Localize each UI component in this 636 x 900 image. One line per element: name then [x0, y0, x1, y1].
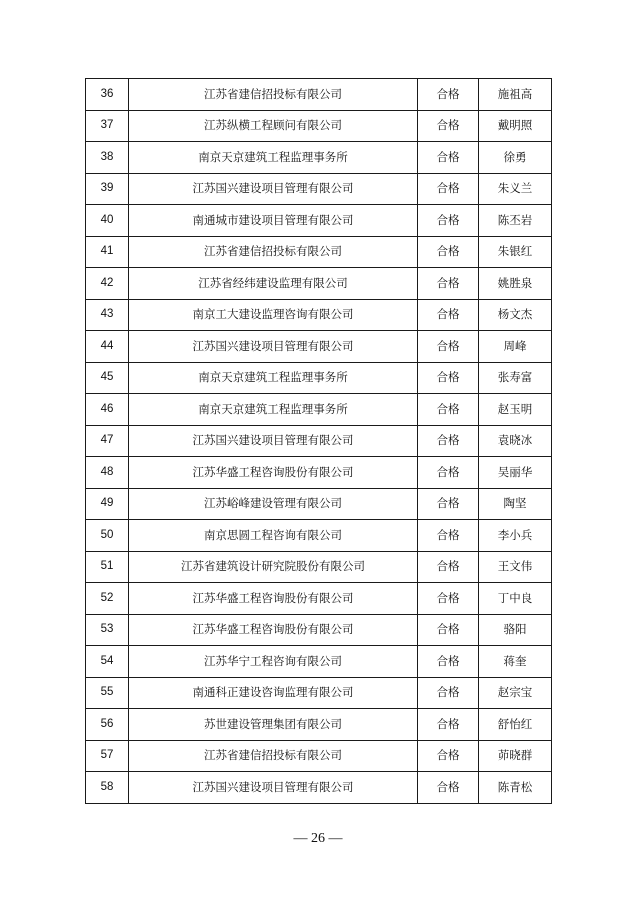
company-cell: 江苏省经纬建设监理有限公司	[129, 268, 418, 300]
row-number-cell: 36	[86, 79, 129, 111]
results-table-body	[86, 79, 552, 804]
table-row	[86, 520, 552, 552]
row-number-cell: 56	[86, 709, 129, 741]
table-row	[86, 142, 552, 174]
row-number-cell: 46	[86, 394, 129, 426]
person-name-cell: 陈丕岩	[479, 205, 552, 237]
person-name-cell: 陈青松	[479, 772, 552, 804]
table-row	[86, 677, 552, 709]
row-number-cell: 41	[86, 236, 129, 268]
person-name-cell: 舒怡红	[479, 709, 552, 741]
row-number-cell: 51	[86, 551, 129, 583]
row-number-cell: 55	[86, 677, 129, 709]
row-number-cell: 43	[86, 299, 129, 331]
row-number-cell: 42	[86, 268, 129, 300]
table-row	[86, 614, 552, 646]
table-row	[86, 331, 552, 363]
row-number-cell: 54	[86, 646, 129, 678]
table-row	[86, 394, 552, 426]
result-cell: 合格	[418, 394, 479, 426]
row-number-cell: 57	[86, 740, 129, 772]
person-name-cell: 张寿富	[479, 362, 552, 394]
row-number-cell: 48	[86, 457, 129, 489]
company-cell: 江苏华盛工程咨询股份有限公司	[129, 583, 418, 615]
table-row	[86, 425, 552, 457]
row-number-cell: 44	[86, 331, 129, 363]
result-cell: 合格	[418, 173, 479, 205]
company-cell: 江苏省建信招投标有限公司	[129, 79, 418, 111]
table-row	[86, 583, 552, 615]
person-name-cell: 朱银红	[479, 236, 552, 268]
company-cell: 江苏省建信招投标有限公司	[129, 740, 418, 772]
result-cell: 合格	[418, 677, 479, 709]
company-cell: 江苏国兴建设项目管理有限公司	[129, 425, 418, 457]
person-name-cell: 赵玉明	[479, 394, 552, 426]
company-cell: 南京天京建筑工程监理事务所	[129, 142, 418, 174]
result-cell: 合格	[418, 236, 479, 268]
table-row	[86, 740, 552, 772]
person-name-cell: 徐勇	[479, 142, 552, 174]
result-cell: 合格	[418, 110, 479, 142]
table-row	[86, 457, 552, 489]
table-row	[86, 110, 552, 142]
row-number-cell: 37	[86, 110, 129, 142]
person-name-cell: 施祖高	[479, 79, 552, 111]
person-name-cell: 吴丽华	[479, 457, 552, 489]
person-name-cell: 周峰	[479, 331, 552, 363]
result-cell: 合格	[418, 425, 479, 457]
company-cell: 江苏纵横工程顾问有限公司	[129, 110, 418, 142]
results-table	[85, 78, 552, 804]
person-name-cell: 姚胜泉	[479, 268, 552, 300]
company-cell: 南通城市建设项目管理有限公司	[129, 205, 418, 237]
company-cell: 南通科正建设咨询监理有限公司	[129, 677, 418, 709]
company-cell: 江苏华盛工程咨询股份有限公司	[129, 457, 418, 489]
company-cell: 江苏省建信招投标有限公司	[129, 236, 418, 268]
person-name-cell: 戴明照	[479, 110, 552, 142]
table-row	[86, 709, 552, 741]
person-name-cell: 茆晓群	[479, 740, 552, 772]
person-name-cell: 丁中良	[479, 583, 552, 615]
person-name-cell: 李小兵	[479, 520, 552, 552]
person-name-cell: 朱义兰	[479, 173, 552, 205]
row-number-cell: 50	[86, 520, 129, 552]
table-row	[86, 79, 552, 111]
result-cell: 合格	[418, 362, 479, 394]
result-cell: 合格	[418, 646, 479, 678]
row-number-cell: 47	[86, 425, 129, 457]
company-cell: 江苏国兴建设项目管理有限公司	[129, 772, 418, 804]
table-row	[86, 173, 552, 205]
result-cell: 合格	[418, 457, 479, 489]
result-cell: 合格	[418, 299, 479, 331]
result-cell: 合格	[418, 614, 479, 646]
row-number-cell: 39	[86, 173, 129, 205]
person-name-cell: 赵宗宝	[479, 677, 552, 709]
table-row	[86, 268, 552, 300]
company-cell: 南京天京建筑工程监理事务所	[129, 362, 418, 394]
person-name-cell: 袁晓冰	[479, 425, 552, 457]
result-cell: 合格	[418, 488, 479, 520]
result-cell: 合格	[418, 709, 479, 741]
row-number-cell: 40	[86, 205, 129, 237]
company-cell: 南京工大建设监理咨询有限公司	[129, 299, 418, 331]
row-number-cell: 38	[86, 142, 129, 174]
result-cell: 合格	[418, 205, 479, 237]
result-cell: 合格	[418, 772, 479, 804]
result-cell: 合格	[418, 268, 479, 300]
company-cell: 苏世建设管理集团有限公司	[129, 709, 418, 741]
page-number: — 26 —	[293, 831, 343, 846]
result-cell: 合格	[418, 520, 479, 552]
result-cell: 合格	[418, 740, 479, 772]
person-name-cell: 陶坚	[479, 488, 552, 520]
company-cell: 江苏峪峰建设管理有限公司	[129, 488, 418, 520]
person-name-cell: 杨文杰	[479, 299, 552, 331]
table-row	[86, 772, 552, 804]
result-cell: 合格	[418, 79, 479, 111]
table-row	[86, 551, 552, 583]
company-cell: 江苏国兴建设项目管理有限公司	[129, 331, 418, 363]
table-row	[86, 488, 552, 520]
table-row	[86, 362, 552, 394]
table-row	[86, 299, 552, 331]
company-cell: 江苏国兴建设项目管理有限公司	[129, 173, 418, 205]
person-name-cell: 蒋奎	[479, 646, 552, 678]
company-cell: 南京天京建筑工程监理事务所	[129, 394, 418, 426]
result-cell: 合格	[418, 331, 479, 363]
row-number-cell: 58	[86, 772, 129, 804]
company-cell: 江苏省建筑设计研究院股份有限公司	[129, 551, 418, 583]
person-name-cell: 骆阳	[479, 614, 552, 646]
result-cell: 合格	[418, 142, 479, 174]
person-name-cell: 王文伟	[479, 551, 552, 583]
row-number-cell: 52	[86, 583, 129, 615]
table-row	[86, 646, 552, 678]
company-cell: 江苏华宁工程咨询有限公司	[129, 646, 418, 678]
result-cell: 合格	[418, 551, 479, 583]
row-number-cell: 53	[86, 614, 129, 646]
row-number-cell: 45	[86, 362, 129, 394]
table-row	[86, 205, 552, 237]
table-row	[86, 236, 552, 268]
company-cell: 江苏华盛工程咨询股份有限公司	[129, 614, 418, 646]
row-number-cell: 49	[86, 488, 129, 520]
company-cell: 南京思圆工程咨询有限公司	[129, 520, 418, 552]
result-cell: 合格	[418, 583, 479, 615]
